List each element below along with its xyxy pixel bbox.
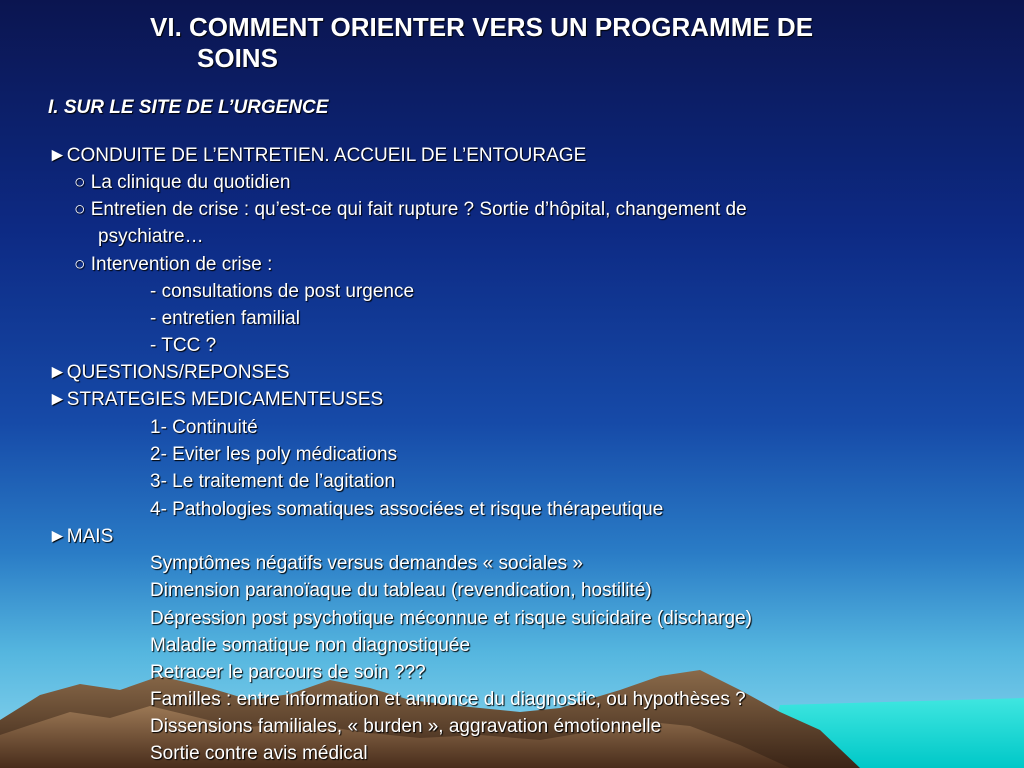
sub-bullet-intervention: ○ Intervention de crise : [74,254,273,275]
item-sortie: Sortie contre avis médical [150,743,368,764]
item-maladie: Maladie somatique non diagnostiquée [150,635,471,656]
title-line-1: VI. COMMENT ORIENTER VERS UN PROGRAMME DE [150,12,814,42]
title-line-2: SOINS [197,43,278,73]
item-symptomes: Symptômes négatifs versus demandes « sociales » [150,553,583,574]
item-poly-medications: 2- Eviter les poly médications [150,444,398,465]
sub-bullet-entretien: ○ Entretien de crise : qu’est-ce qui fait rupture ? Sortie d’hôpital, changement de [74,199,747,220]
item-agitation: 3- Le traitement de l’agitation [150,471,396,492]
item-dissensions: Dissensions familiales, « burden », aggravation émotionnelle [150,716,662,737]
bullet-conduite: ►CONDUITE DE L’ENTRETIEN. ACCUEIL DE L’ENTOURAGE [48,145,587,166]
item-depression: Dépression post psychotique méconnue et risque suicidaire (discharge) [150,608,752,629]
slide-title [150,12,910,74]
item-pathologies: 4- Pathologies somatiques associées et risque thérapeutique [150,499,664,520]
sub-bullet-clinique: ○ La clinique du quotidien [74,172,291,193]
item-dimension: Dimension paranoïaque du tableau (revendication, hostilité) [150,580,652,601]
item-tcc: - TCC ? [150,335,217,356]
bullet-questions: ►QUESTIONS/REPONSES [48,362,290,383]
item-continuite: 1- Continuité [150,417,258,438]
item-parcours: Retracer le parcours de soin ??? [150,662,426,683]
section-subtitle: I. SUR LE SITE DE L’URGENCE [48,97,329,118]
bullet-strategies: ►STRATEGIES MEDICAMENTEUSES [48,389,384,410]
item-consultations: - consultations de post urgence [150,281,415,302]
item-entretien-familial: - entretien familial [150,308,300,329]
item-familles: Familles : entre information et annonce du diagnostic, ou hypothèses ? [150,689,746,710]
bullet-mais: ►MAIS [48,526,114,547]
sub-bullet-entretien-cont: psychiatre… [98,226,204,247]
